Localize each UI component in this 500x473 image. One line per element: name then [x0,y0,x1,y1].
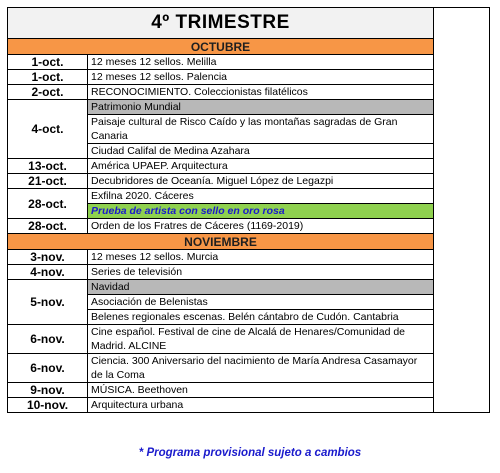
issue-cell: Cine español. Festival de cine de Alcalá de Henares/Comunidad de Madrid. ALCINE [88,325,434,354]
table-row [8,85,490,100]
table-row [8,325,490,354]
table-row [8,354,490,383]
date-cell: 5-nov. [8,280,88,325]
issue-cell: Paisaje cultural de Risco Caído y las montañas sagradas de Gran Canaria [88,115,434,144]
date-cell: 13-oct. [8,159,88,174]
side-column [434,8,490,413]
date-cell: 10-nov. [8,398,88,413]
date-cell: 2-oct. [8,85,88,100]
table-row [8,70,490,85]
issue-cell: 12 meses 12 sellos. Melilla [88,55,434,70]
issue-cell: Ciudad Califal de Medina Azahara [88,144,434,159]
issue-cell: Ciencia. 300 Aniversario del nacimiento de María Andresa Casamayor de la Coma [88,354,434,383]
issue-cell: Orden de los Fratres de Cáceres (1169-2019) [88,219,434,234]
month-row [8,234,490,250]
date-cell: 28-oct. [8,189,88,219]
table-row [8,280,490,295]
issue-cell: RECONOCIMIENTO. Coleccionistas filatélicos [88,85,434,100]
table-row [8,398,490,413]
issue-cell: 12 meses 12 sellos. Palencia [88,70,434,85]
table-row [8,55,490,70]
title-row [8,8,490,39]
issue-cell: Decubridores de Oceanía. Miguel López de Legazpi [88,174,434,189]
date-cell: 4-oct. [8,100,88,159]
date-cell: 21-oct. [8,174,88,189]
issue-cell: Arquitectura urbana [88,398,434,413]
date-cell: 3-nov. [8,250,88,265]
date-cell: 9-nov. [8,383,88,398]
issue-cell: Asociación de Belenistas [88,295,434,310]
table-row [8,265,490,280]
date-cell: 6-nov. [8,325,88,354]
issue-cell: Navidad [88,280,434,295]
date-cell: 1-oct. [8,70,88,85]
page-title: 4º TRIMESTRE [8,8,434,39]
provisional-note: * Programa provisional sujeto a cambios [138,447,362,459]
month-row [8,39,490,55]
table-row [8,174,490,189]
issue-cell: Exfilna 2020. Cáceres [88,189,434,204]
table-row [8,189,490,204]
date-cell: 6-nov. [8,354,88,383]
month-header: OCTUBRE [8,39,434,55]
schedule-table [7,7,490,413]
issue-cell: América UPAEP. Arquitectura [88,159,434,174]
issue-cell: 12 meses 12 sellos. Murcia [88,250,434,265]
table-row [8,100,490,115]
issue-cell: Series de televisión [88,265,434,280]
issue-cell: Prueba de artista con sello en oro rosa [88,204,434,219]
table-row [8,250,490,265]
date-cell: 28-oct. [8,219,88,234]
date-cell: 4-nov. [8,265,88,280]
table-row [8,383,490,398]
table-row [8,159,490,174]
month-header: NOVIEMBRE [8,234,434,250]
table-row [8,219,490,234]
issue-cell: Belenes regionales escenas. Belén cántabro de Cudón. Cantabria [88,310,434,325]
issue-cell: Patrimonio Mundial [88,100,434,115]
issue-cell: MÚSICA. Beethoven [88,383,434,398]
date-cell: 1-oct. [8,55,88,70]
